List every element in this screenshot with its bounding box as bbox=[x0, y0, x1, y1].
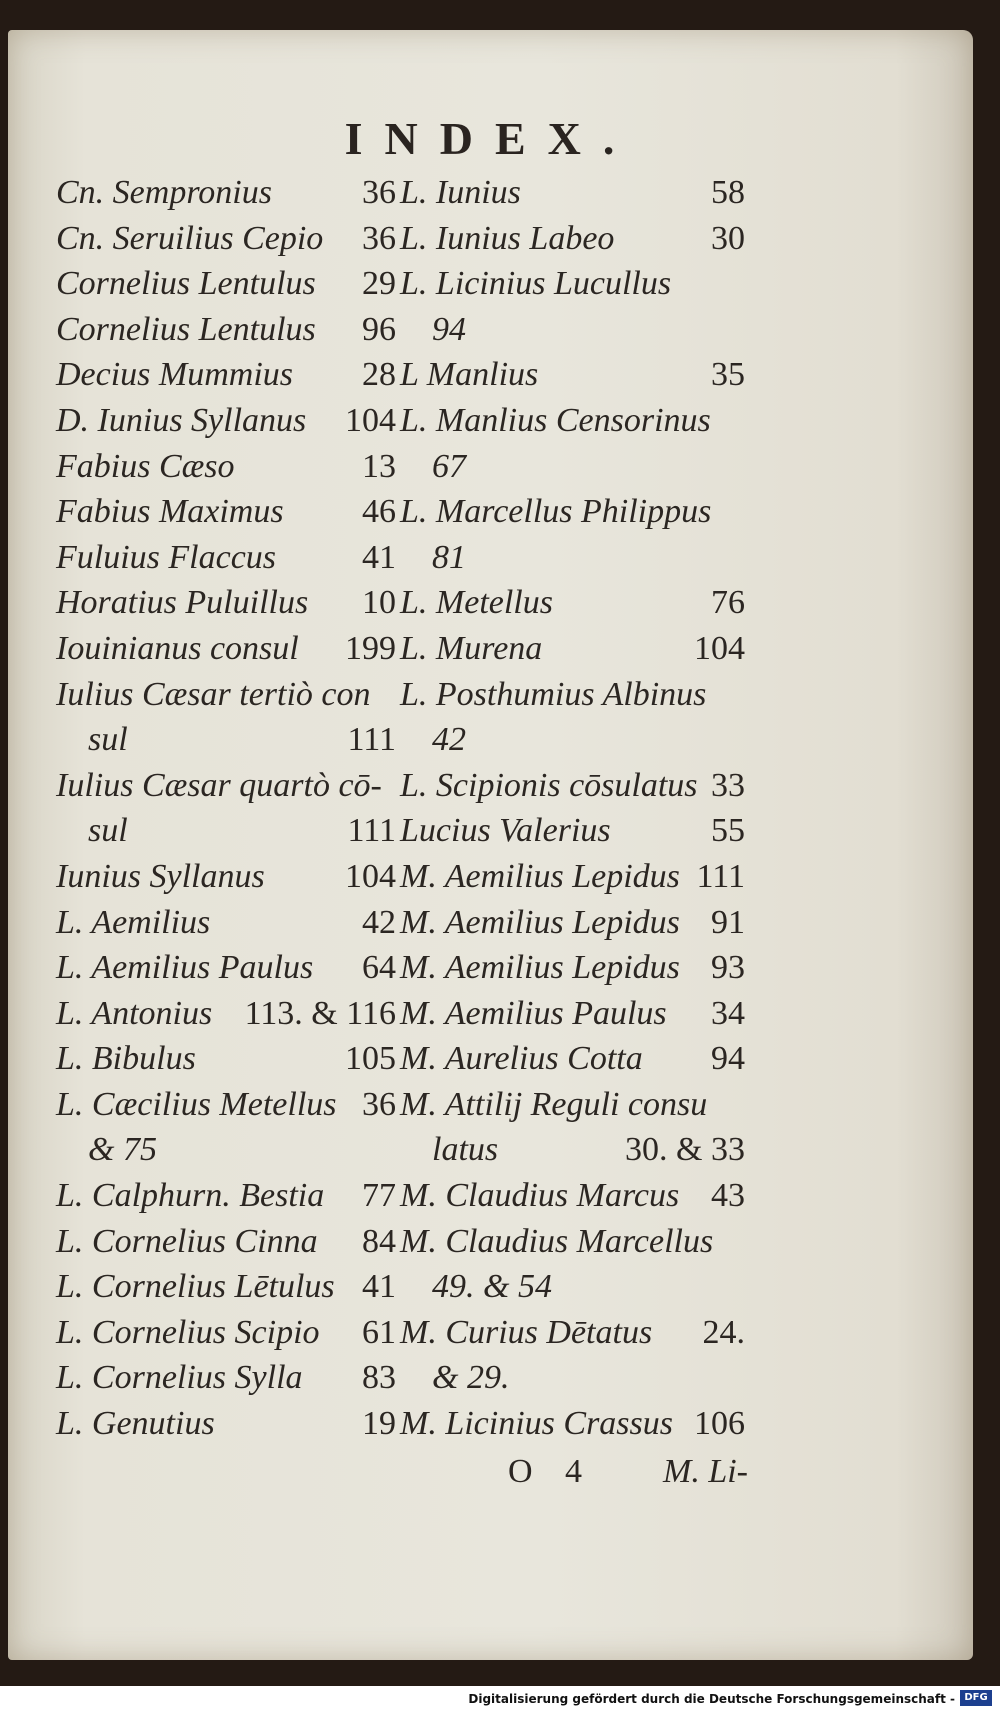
book-page bbox=[8, 30, 973, 1660]
entry-page-number: 113. & 116 bbox=[244, 994, 396, 1032]
entry-name: 49. & 54 bbox=[432, 1268, 552, 1306]
index-entry bbox=[56, 808, 396, 854]
signature-mark: O 4 bbox=[508, 1453, 595, 1490]
index-entry bbox=[56, 945, 396, 991]
entry-page-number: 41 bbox=[362, 538, 396, 576]
entry-page-number: 19 bbox=[362, 1405, 396, 1443]
index-entry bbox=[400, 535, 745, 581]
index-entry bbox=[56, 626, 396, 672]
index-entry bbox=[400, 489, 745, 535]
entry-page-number: 91 bbox=[711, 903, 745, 941]
entry-page-number: 30 bbox=[711, 219, 745, 257]
index-entry bbox=[56, 307, 396, 353]
index-entry bbox=[400, 1219, 745, 1265]
entry-name: L. Marcellus Philippus bbox=[400, 493, 712, 531]
entry-name: M. Attilij Reguli consu bbox=[400, 1085, 708, 1123]
entry-page-number: 35 bbox=[711, 356, 745, 394]
index-entry bbox=[56, 261, 396, 307]
entry-name: Iulius Cæsar quartò cō- bbox=[56, 766, 382, 804]
entry-page-number: 58 bbox=[711, 174, 745, 211]
index-entry bbox=[56, 900, 396, 946]
index-entry bbox=[400, 580, 745, 626]
index-entry bbox=[56, 398, 396, 444]
index-entry bbox=[56, 1310, 396, 1356]
entry-name: Iouinianus consul bbox=[56, 629, 299, 667]
index-entry bbox=[400, 1127, 745, 1173]
entry-name: L Manlius bbox=[400, 356, 539, 394]
index-entry bbox=[400, 1082, 745, 1128]
page-title: INDEX. bbox=[344, 113, 637, 164]
digitization-credit: Digitalisierung gefördert durch die Deutsche Forschungsgemeinschaft - bbox=[468, 1692, 955, 1706]
entry-name: L. Cornelius Sylla bbox=[56, 1359, 303, 1397]
entry-name: Cornelius Lentulus bbox=[56, 265, 316, 303]
index-entry bbox=[400, 763, 745, 809]
index-entry bbox=[56, 717, 396, 763]
entry-page-number: 76 bbox=[711, 584, 745, 622]
entry-name: L. Iunius bbox=[400, 174, 521, 211]
index-entry bbox=[400, 261, 745, 307]
entry-page-number: 104 bbox=[345, 857, 396, 895]
entry-page-number: 29 bbox=[362, 265, 396, 303]
entry-page-number: 36 bbox=[362, 219, 396, 257]
entry-page-number: 13 bbox=[362, 447, 396, 485]
index-entry bbox=[56, 352, 396, 398]
entry-name: Horatius Puluillus bbox=[56, 584, 309, 622]
entry-name: L. Scipionis cōsulatus bbox=[400, 766, 698, 804]
index-column-right bbox=[400, 170, 745, 1447]
entry-name: L. Genutius bbox=[56, 1405, 215, 1443]
entry-page-number: 77 bbox=[362, 1177, 396, 1215]
index-entry bbox=[400, 1310, 745, 1356]
entry-name: M. Claudius Marcus bbox=[400, 1177, 680, 1215]
entry-name: L. Metellus bbox=[400, 584, 553, 622]
index-entry bbox=[56, 580, 396, 626]
entry-page-number: 106 bbox=[694, 1405, 745, 1443]
index-entry bbox=[400, 626, 745, 672]
entry-name: L. Licinius Lucullus bbox=[400, 265, 672, 303]
entry-name: Iunius Syllanus bbox=[56, 857, 265, 895]
entry-page-number: 111 bbox=[347, 721, 396, 759]
index-entry bbox=[56, 1264, 396, 1310]
entry-page-number: 36 bbox=[362, 1085, 396, 1123]
entry-name: sul bbox=[88, 721, 128, 759]
index-entry bbox=[400, 307, 745, 353]
entry-page-number: 94 bbox=[711, 1040, 745, 1078]
entry-name: 42 bbox=[432, 721, 466, 759]
index-entry bbox=[400, 672, 745, 718]
entry-name: L. Aemilius bbox=[56, 903, 211, 941]
entry-name: L. Antonius bbox=[56, 994, 213, 1032]
entry-page-number: 24. bbox=[702, 1313, 745, 1351]
entry-page-number: 41 bbox=[362, 1268, 396, 1306]
entry-name: M. Curius Dētatus bbox=[400, 1313, 653, 1351]
entry-name: L. Cornelius Scipio bbox=[56, 1313, 320, 1351]
entry-page-number: 28 bbox=[362, 356, 396, 394]
entry-page-number: 61 bbox=[362, 1313, 396, 1351]
index-entry bbox=[56, 1082, 396, 1128]
entry-name: Lucius Valerius bbox=[400, 812, 611, 850]
entry-name: M. Claudius Marcellus bbox=[400, 1222, 714, 1260]
index-entry bbox=[400, 808, 745, 854]
index-entry bbox=[56, 1219, 396, 1265]
index-entry bbox=[56, 170, 396, 216]
entry-name: L. Murena bbox=[400, 629, 543, 667]
entry-page-number: 36 bbox=[362, 174, 396, 211]
entry-name: M. Aemilius Paulus bbox=[400, 994, 667, 1032]
index-entry bbox=[400, 1036, 745, 1082]
index-entry bbox=[400, 398, 745, 444]
dfg-logo: DFG bbox=[960, 1690, 992, 1706]
index-entry bbox=[56, 672, 396, 718]
index-entry bbox=[56, 535, 396, 581]
index-entry bbox=[56, 444, 396, 490]
index-entry bbox=[56, 1127, 396, 1173]
entry-name: L. Iunius Labeo bbox=[400, 219, 615, 257]
index-entry bbox=[400, 1173, 745, 1219]
index-entry bbox=[56, 1173, 396, 1219]
entry-name: D. Iunius Syllanus bbox=[56, 401, 307, 439]
entry-name: L. Posthumius Albinus bbox=[400, 675, 707, 713]
index-entry bbox=[56, 1355, 396, 1401]
entry-name: M. Aemilius Lepidus bbox=[400, 857, 680, 895]
index-entry bbox=[400, 170, 745, 216]
entry-name: Cornelius Lentulus bbox=[56, 310, 316, 348]
entry-name: M. Aemilius Lepidus bbox=[400, 903, 680, 941]
entry-page-number: 30. & 33 bbox=[625, 1131, 745, 1169]
entry-name: L. Cornelius Cinna bbox=[56, 1222, 318, 1260]
index-entry bbox=[56, 991, 396, 1037]
entry-name: Fabius Maximus bbox=[56, 493, 284, 531]
entry-name: latus bbox=[432, 1131, 499, 1169]
entry-name: sul bbox=[88, 812, 128, 850]
entry-name: M. Aurelius Cotta bbox=[400, 1040, 643, 1078]
index-entry bbox=[400, 854, 745, 900]
entry-name: L. Manlius Censorinus bbox=[400, 401, 711, 439]
entry-page-number: 64 bbox=[362, 949, 396, 987]
index-entry bbox=[400, 945, 745, 991]
index-entry bbox=[400, 1355, 745, 1401]
index-entry bbox=[400, 444, 745, 490]
entry-name: L. Aemilius Paulus bbox=[56, 949, 314, 987]
index-entry bbox=[400, 900, 745, 946]
entry-page-number: 34 bbox=[711, 994, 745, 1032]
entry-name: L. Bibulus bbox=[56, 1040, 196, 1078]
entry-name: Fabius Cæso bbox=[56, 447, 235, 485]
index-entry bbox=[400, 1401, 745, 1447]
entry-page-number: 42 bbox=[362, 903, 396, 941]
index-entry bbox=[56, 763, 396, 809]
entry-name: Cn. Seruilius Cepio bbox=[56, 219, 324, 257]
index-entry bbox=[56, 1401, 396, 1447]
entry-name: M. Licinius Crassus bbox=[400, 1405, 673, 1443]
index-entry bbox=[56, 216, 396, 262]
entry-page-number: 111 bbox=[347, 812, 396, 850]
entry-name: Cn. Sempronius bbox=[56, 174, 272, 211]
entry-page-number: 33 bbox=[711, 766, 745, 804]
entry-page-number: 104 bbox=[694, 629, 745, 667]
index-entry bbox=[400, 717, 745, 763]
entry-name: & 75 bbox=[88, 1131, 157, 1169]
entry-name: 94 bbox=[432, 310, 466, 348]
entry-page-number: 96 bbox=[362, 310, 396, 348]
entry-page-number: 199 bbox=[345, 629, 396, 667]
entry-name: M. Aemilius Lepidus bbox=[400, 949, 680, 987]
index-entry bbox=[56, 854, 396, 900]
entry-page-number: 43 bbox=[711, 1177, 745, 1215]
catchword: M. Li- bbox=[663, 1453, 748, 1490]
entry-page-number: 111 bbox=[696, 857, 745, 895]
entry-name: L. Cæcilius Metellus bbox=[56, 1085, 337, 1123]
entry-page-number: 84 bbox=[362, 1222, 396, 1260]
entry-page-number: 55 bbox=[711, 812, 745, 850]
index-entry bbox=[400, 216, 745, 262]
page-footer bbox=[508, 1453, 748, 1491]
entry-page-number: 104 bbox=[345, 401, 396, 439]
index-entry bbox=[56, 489, 396, 535]
entry-name: Iulius Cæsar tertiò con bbox=[56, 675, 371, 713]
entry-name: Decius Mummius bbox=[56, 356, 294, 394]
entry-name: 67 bbox=[432, 447, 466, 485]
entry-page-number: 105 bbox=[345, 1040, 396, 1078]
entry-name: Fuluius Flaccus bbox=[56, 538, 277, 576]
entry-name: & 29. bbox=[432, 1359, 510, 1397]
entry-name: L. Calphurn. Bestia bbox=[56, 1177, 325, 1215]
index-column-left bbox=[56, 170, 396, 1447]
entry-page-number: 46 bbox=[362, 493, 396, 531]
index-entry bbox=[400, 1264, 745, 1310]
index-entry bbox=[400, 991, 745, 1037]
entry-name: L. Cornelius Lētulus bbox=[56, 1268, 335, 1306]
entry-name: 81 bbox=[432, 538, 466, 576]
entry-page-number: 10 bbox=[362, 584, 396, 622]
index-entry bbox=[56, 1036, 396, 1082]
entry-page-number: 93 bbox=[711, 949, 745, 987]
index-entry bbox=[400, 352, 745, 398]
entry-page-number: 83 bbox=[362, 1359, 396, 1397]
